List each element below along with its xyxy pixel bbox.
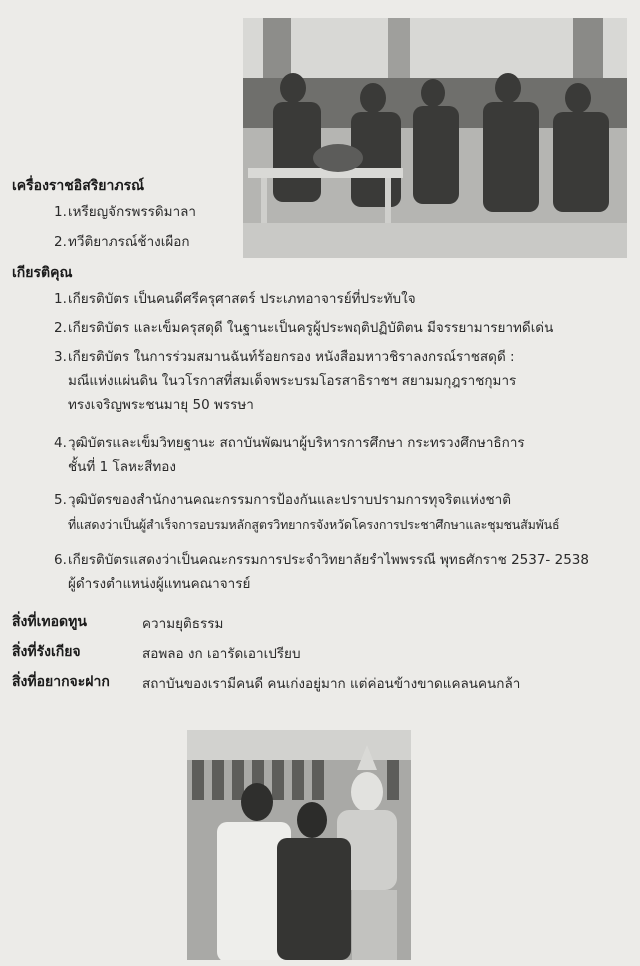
portrait-photo-drawing [187, 730, 411, 960]
honors-heading: เกียรติคุณ [12, 265, 73, 281]
item-number: 5. [54, 492, 67, 508]
item-number: 1. [54, 204, 67, 220]
item-text: เหรียญจักรพรรดิมาลา [68, 204, 197, 220]
item-text: เกียรติบัตร และเข็มครุสดุดี ในฐานะเป็นครูผู้ประพฤติปฏิบัติตน มีจรรยามารยาทดีเด่น [68, 320, 554, 336]
row-value: ความยุติธรรม [142, 616, 224, 632]
item-text: มณีแห่งแผ่นดิน ในวโรกาสที่สมเด็จพระบรมโอรสาธิราชฯ สยามมกุฎราชกุมาร [68, 373, 517, 389]
row-label: สิ่งที่เทอดทูน [12, 614, 87, 630]
item-number: 3. [54, 349, 67, 365]
item-text: ผู้ดำรงตำแหน่งผู้แทนคณาจารย์ [68, 576, 251, 592]
item-number: 1. [54, 291, 67, 307]
ceremony-photo [243, 18, 627, 258]
list-item [0, 490, 640, 536]
item-number: 2. [54, 234, 67, 250]
item-text: ทวีติยาภรณ์ช้างเผือก [68, 234, 190, 250]
portrait-photo [187, 730, 411, 960]
item-number: 4. [54, 435, 67, 451]
item-number: 6. [54, 552, 67, 568]
row-value: สถาบันของเรามีคนดี คนเก่งอยู่มาก แต่ค่อนข้างขาดแคลนคนกล้า [142, 676, 521, 692]
list-item [0, 433, 640, 479]
item-number: 2. [54, 320, 67, 336]
row-label: สิ่งที่อยากจะฝาก [12, 674, 110, 690]
item-text: เกียรติบัตรแสดงว่าเป็นคณะกรรมการประจำวิทยาลัยรำไพพรรณี พุทธศักราช 2537- 2538 [68, 552, 589, 568]
list-item [0, 550, 640, 596]
item-text: เกียรติบัตร ในการร่วมสมานฉันท์ร้อยกรอง หนังสือมหาวชิราลงกรณ์ราชสดุดี : [68, 349, 515, 365]
item-text: วุฒิบัตรของสำนักงานคณะกรรมการป้องกันและปราบปรามการทุจริตแห่งชาติ [68, 492, 512, 508]
row-value: สอพลอ งก เอารัดเอาเปรียบ [142, 646, 301, 662]
list-item [0, 232, 240, 254]
list-item [0, 318, 640, 340]
ceremony-photo-drawing [243, 18, 627, 258]
list-item [0, 289, 640, 311]
item-text: ทรงเจริญพระชนมายุ 50 พรรษา [68, 397, 254, 413]
list-item [0, 202, 240, 224]
regalia-heading: เครื่องราชอิสริยาภรณ์ [12, 178, 145, 194]
item-text: ชั้นที่ 1 โลหะสีทอง [68, 459, 176, 475]
item-text: ที่แสดงว่าเป็นผู้สำเร็จการอบรมหลักสูตรวิทยากรจังหวัดโครงการประชาศึกษาและชุมชนสัมพันธ์ [68, 517, 560, 532]
item-text: เกียรติบัตร เป็นคนดีศรีครุศาสตร์ ประเภทอาจารย์ที่ประทับใจ [68, 291, 416, 307]
row-label: สิ่งที่รังเกียจ [12, 644, 81, 660]
list-item [0, 347, 640, 413]
item-text: วุฒิบัตรและเข็มวิทยฐานะ สถาบันพัฒนาผู้บริหารการศึกษา กระทรวงศึกษาธิการ [68, 435, 525, 451]
